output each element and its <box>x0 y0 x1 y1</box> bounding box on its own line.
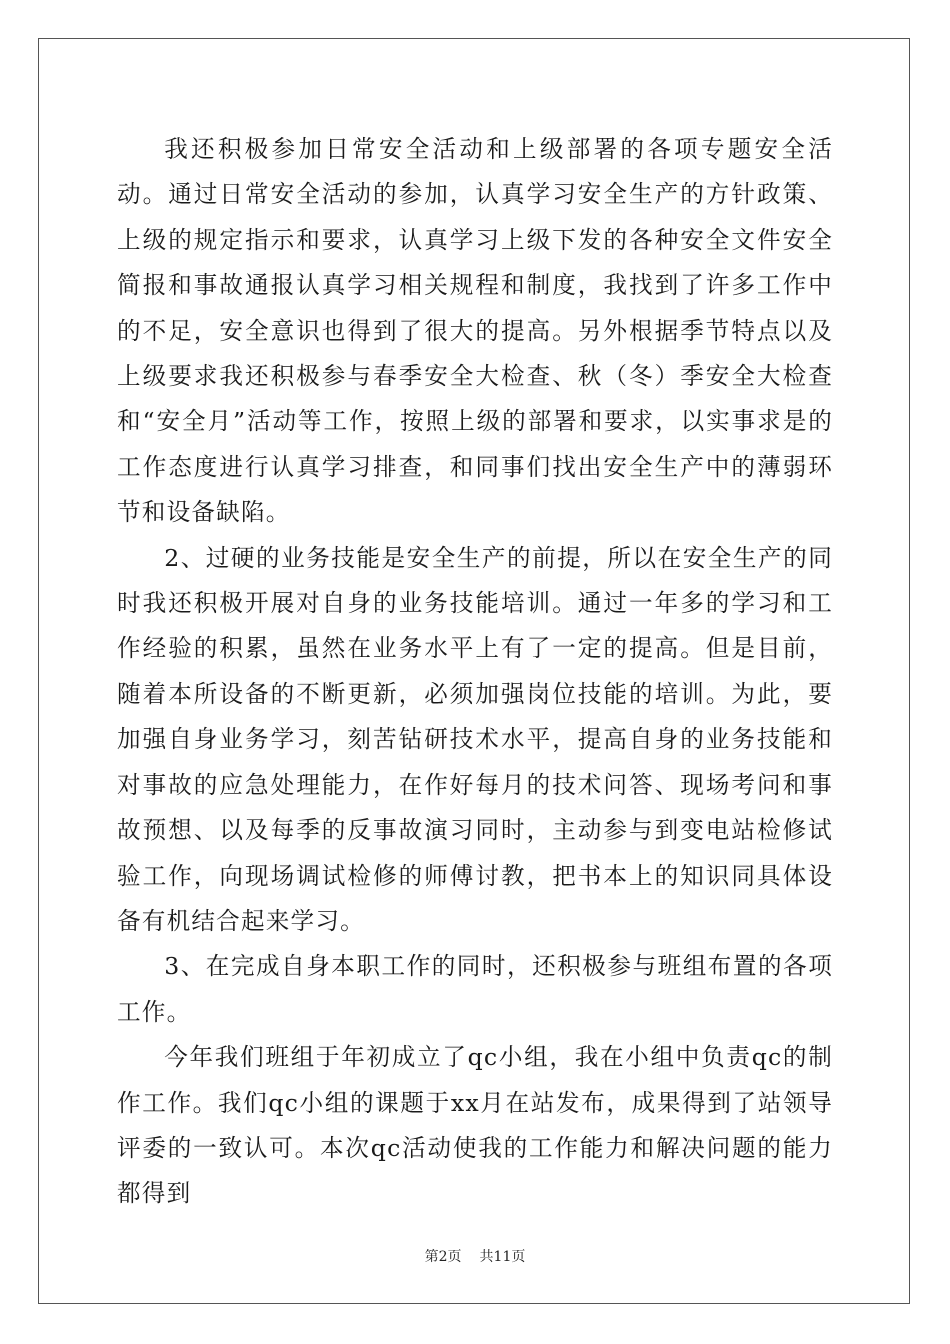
page-number: 第2页 <box>424 1249 462 1265</box>
paragraph-qc-group: 今年我们班组于年初成立了qc小组，我在小组中负责qc的制作工作。我们qc小组的课题于xx月在站发布，成果得到了站领导评委的一致认可。本次qc活动使我的工作能力和解决问题的能力都得到 <box>117 1043 833 1208</box>
paragraph-safety-activities: 我还积极参加日常安全活动和上级部署的各项专题安全活动。通过日常安全活动的参加，认真学习安全生产的方针政策、上级的规定指示和要求，认真学习上级下发的各种安全文件安全简报和事故通报认真学习相关规程和制度，我找到了许多工作中的不足，安全意识也得到了很大的提高。另外根据季节特点以及上级要求我还积极参与春季安全大检查、秋（冬）季安全大检查和“安全月”活动等工作，按照上级的部署和要求，以实事求是的工作态度进行认真学习排查，和同事们找出安全生产中的薄弱环节和设备缺陷。 <box>117 135 833 527</box>
paragraph-team-work: 3、在完成自身本职工作的同时，还积极参与班组布置的各项工作。 <box>117 952 833 1026</box>
page-footer <box>0 1246 950 1266</box>
paragraph-skills-training: 2、过硬的业务技能是安全生产的前提，所以在安全生产的同时我还积极开展对自身的业务技能培训。通过一年多的学习和工作经验的积累，虽然在业务水平上有了一定的提高。但是目前，随着本所设备的不断更新，必须加强岗位技能的培训。为此，要加强自身业务学习，刻苦钻研技术水平，提高自身的业务技能和对事故的应急处理能力，在作好每月的技术问答、现场考问和事故预想、以及每季的反事故演习同时，主动参与到变电站检修试验工作，向现场调试检修的师傅讨教，把书本上的知识同具体设备有机结合起来学习。 <box>117 543 833 935</box>
document-body <box>117 127 833 1217</box>
page-total: 共11页 <box>479 1249 526 1265</box>
